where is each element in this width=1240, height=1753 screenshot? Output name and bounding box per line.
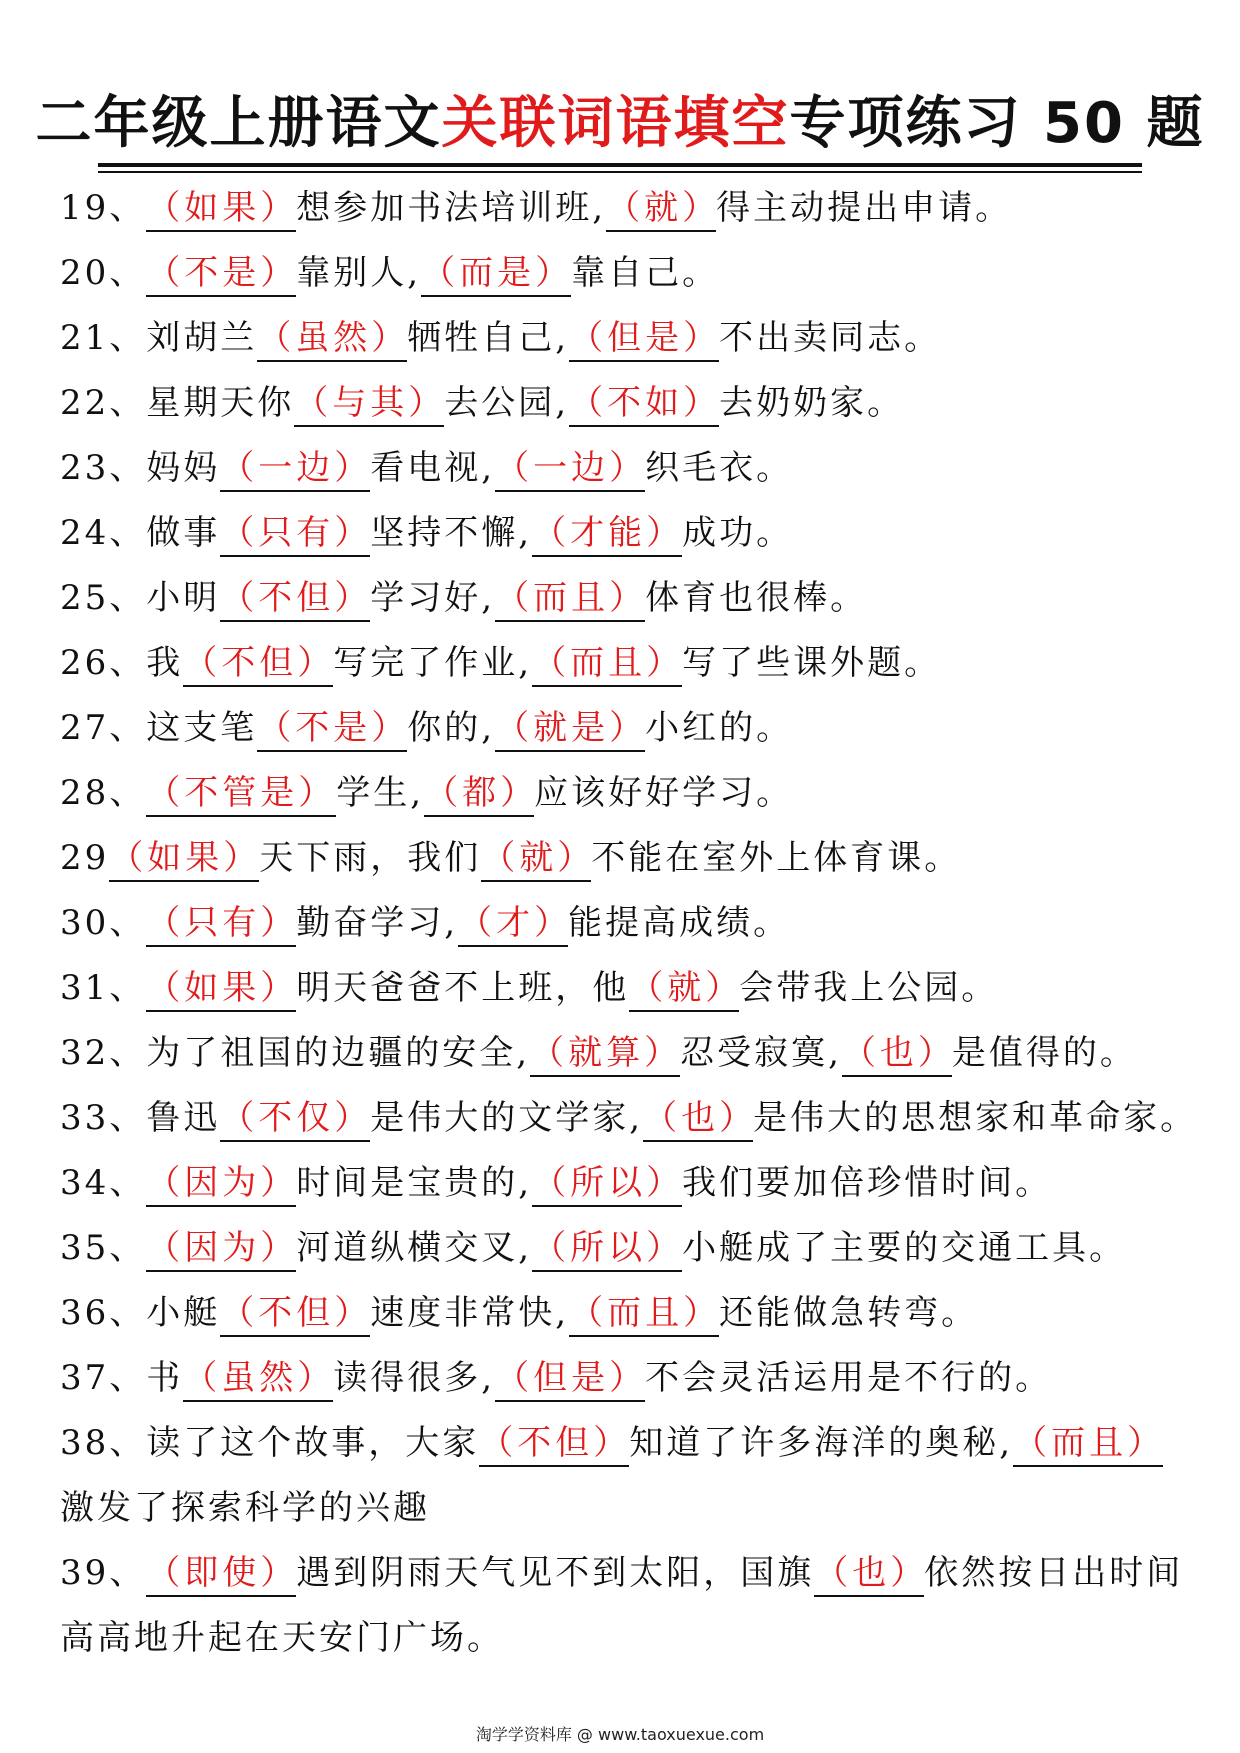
answer-blank: （不管是） [146, 771, 336, 817]
answer-blank: （因为） [146, 1161, 296, 1207]
answer-blank: （也） [842, 1031, 952, 1077]
exercise-line [60, 826, 1200, 891]
line-text: 体育也很棒。 [645, 578, 868, 618]
line-text: 小艇成了主要的交通工具。 [682, 1228, 1127, 1268]
exercise-line [60, 631, 1200, 696]
line-text: 写完了作业, [333, 643, 533, 683]
line-text: 看电视, [370, 448, 496, 488]
line-text: 想参加书法培训班, [296, 188, 607, 228]
answer-blank: （一边） [495, 446, 645, 492]
line-text: 去公园, [444, 383, 570, 423]
answer-blank: （就） [481, 836, 591, 882]
line-text: 忍受寂寞, [680, 1033, 842, 1073]
line-text: 速度非常快, [370, 1293, 570, 1333]
line-text: 23、妈妈 [60, 448, 221, 488]
line-text: 我们要加倍珍惜时间。 [682, 1163, 1053, 1203]
exercise-line [60, 696, 1200, 761]
line-text: 38、读了这个故事，大家 [60, 1423, 480, 1463]
answer-blank: （虽然） [257, 316, 407, 362]
line-text: 32、为了祖国的边疆的安全, [60, 1033, 531, 1073]
exercise-line [60, 1151, 1200, 1216]
line-text: 你的, [407, 708, 496, 748]
line-text: 学习好, [370, 578, 496, 618]
line-text: 读得很多, [333, 1358, 496, 1398]
line-text: 26、我 [60, 643, 184, 683]
title-part-1: 二年级上册语文 [35, 91, 442, 156]
answer-blank: （不但） [183, 641, 333, 687]
line-text: 不会灵活运用是不行的。 [645, 1358, 1053, 1398]
answer-blank: （不如） [569, 381, 719, 427]
line-text: 21、刘胡兰 [60, 318, 258, 358]
answer-blank: （如果） [146, 186, 296, 232]
exercise-line [60, 1086, 1200, 1151]
line-text: 知道了许多海洋的奥秘, [629, 1423, 1014, 1463]
answer-blank: （所以） [532, 1226, 682, 1272]
exercise-line [60, 1476, 1200, 1541]
line-text: 激发了探索科学的兴趣 [60, 1488, 430, 1528]
answer-blank: （而且） [1013, 1421, 1163, 1467]
exercise-line [60, 436, 1200, 501]
exercise-line [60, 1541, 1200, 1606]
answer-blank: （虽然） [183, 1356, 333, 1402]
answer-blank: （只有） [220, 511, 370, 557]
line-text: 29 [60, 838, 110, 878]
line-text: 靠自己。 [571, 253, 720, 293]
line-text: 34、 [60, 1163, 147, 1203]
line-text: 是伟大的文学家, [370, 1098, 644, 1138]
title-rule-thick [98, 163, 1142, 167]
page-title [0, 88, 1240, 160]
line-text: 20、 [60, 253, 147, 293]
line-text: 会带我上公园。 [739, 968, 999, 1008]
line-text: 还能做急转弯。 [719, 1293, 979, 1333]
line-text: 遇到阴雨天气见不到太阳，国旗 [296, 1553, 815, 1593]
exercise-line [60, 1346, 1200, 1411]
answer-blank: （也） [643, 1096, 753, 1142]
footer-watermark: 淘学学资料库 @ www.taoxuexue.com [475, 1725, 765, 1744]
exercise-line [60, 891, 1200, 956]
line-text: 不能在室外上体育课。 [591, 838, 962, 878]
exercise-line [60, 566, 1200, 631]
line-text: 是值得的。 [951, 1033, 1137, 1073]
answer-blank: （只有） [146, 901, 296, 947]
answer-blank: （一边） [220, 446, 370, 492]
line-text: 39、 [60, 1553, 147, 1593]
exercise-line [60, 176, 1200, 241]
answer-blank: （不但） [220, 1291, 370, 1337]
line-text: 37、书 [60, 1358, 184, 1398]
answer-blank: （而且） [495, 576, 645, 622]
line-text: 25、小明 [60, 578, 221, 618]
answer-blank: （但是） [569, 316, 719, 362]
line-text: 33、鲁迅 [60, 1098, 221, 1138]
line-text: 高高地升起在天安门广场。 [60, 1618, 504, 1658]
answer-blank: （才能） [532, 511, 682, 557]
line-text: 河道纵横交叉, [296, 1228, 533, 1268]
line-text: 是伟大的思想家和革命家。 [753, 1098, 1198, 1138]
exercise-line [60, 371, 1200, 436]
line-text: 去奶奶家。 [719, 383, 905, 423]
answer-blank: （因为） [146, 1226, 296, 1272]
exercise-line [60, 1411, 1200, 1476]
answer-blank: （不是） [146, 251, 296, 297]
answer-blank: （不但） [479, 1421, 629, 1467]
answer-blank: （如果） [109, 836, 259, 882]
line-text: 30、 [60, 903, 147, 943]
answer-blank: （就） [606, 186, 716, 232]
title-rule-thin [98, 171, 1142, 173]
line-text: 31、 [60, 968, 147, 1008]
line-text: 勤奋学习, [296, 903, 459, 943]
line-text: 36、小艇 [60, 1293, 221, 1333]
line-text: 24、做事 [60, 513, 221, 553]
answer-blank: （不但） [220, 576, 370, 622]
line-text: 22、星期天你 [60, 383, 295, 423]
answer-blank: （所以） [532, 1161, 682, 1207]
line-text: 35、 [60, 1228, 147, 1268]
line-text: 坚持不懈, [370, 513, 533, 553]
exercise-line [60, 1606, 1200, 1671]
exercise-line [60, 1216, 1200, 1281]
line-text: 写了些课外题。 [682, 643, 942, 683]
exercise-line [60, 241, 1200, 306]
line-text: 28、 [60, 773, 147, 813]
answer-blank: （不是） [257, 706, 407, 752]
line-text: 不出卖同志。 [719, 318, 942, 358]
line-text: 天下雨，我们 [259, 838, 482, 878]
line-text: 得主动提出申请。 [716, 188, 1013, 228]
answer-blank: （但是） [495, 1356, 645, 1402]
answer-blank: （而且） [569, 1291, 719, 1337]
exercise-line [60, 956, 1200, 1021]
line-text: 靠别人, [296, 253, 422, 293]
answer-blank: （与其） [294, 381, 444, 427]
exercise-line [60, 1021, 1200, 1086]
title-part-3: 专项练习 50 题 [789, 91, 1205, 156]
answer-blank: （而是） [421, 251, 571, 297]
line-text: 时间是宝贵的, [296, 1163, 533, 1203]
line-text: 成功。 [682, 513, 794, 553]
line-text: 小红的。 [645, 708, 794, 748]
answer-blank: （才） [458, 901, 568, 947]
exercise-line [60, 1281, 1200, 1346]
answer-blank: （就算） [530, 1031, 680, 1077]
title-part-2-highlight: 关联词语填空 [441, 91, 790, 156]
line-text: 学生, [336, 773, 425, 813]
exercise-line [60, 501, 1200, 566]
line-text: 织毛衣。 [645, 448, 794, 488]
exercise-line [60, 761, 1200, 826]
answer-blank: （就是） [495, 706, 645, 752]
exercise-list [60, 176, 1200, 1671]
line-text: 27、这支笔 [60, 708, 258, 748]
answer-blank: （即使） [146, 1551, 296, 1597]
line-text: 依然按日出时间 [924, 1553, 1184, 1593]
answer-blank: （就） [629, 966, 739, 1012]
answer-blank: （不仅） [220, 1096, 370, 1142]
line-text: 能提高成绩。 [568, 903, 791, 943]
answer-blank: （而且） [532, 641, 682, 687]
line-text: 牺牲自己, [407, 318, 570, 358]
answer-blank: （如果） [146, 966, 296, 1012]
line-text: 明天爸爸不上班，他 [296, 968, 630, 1008]
answer-blank: （也） [814, 1551, 924, 1597]
exercise-line [60, 306, 1200, 371]
line-text: 19、 [60, 188, 147, 228]
line-text: 应该好好学习。 [534, 773, 794, 813]
answer-blank: （都） [424, 771, 534, 817]
